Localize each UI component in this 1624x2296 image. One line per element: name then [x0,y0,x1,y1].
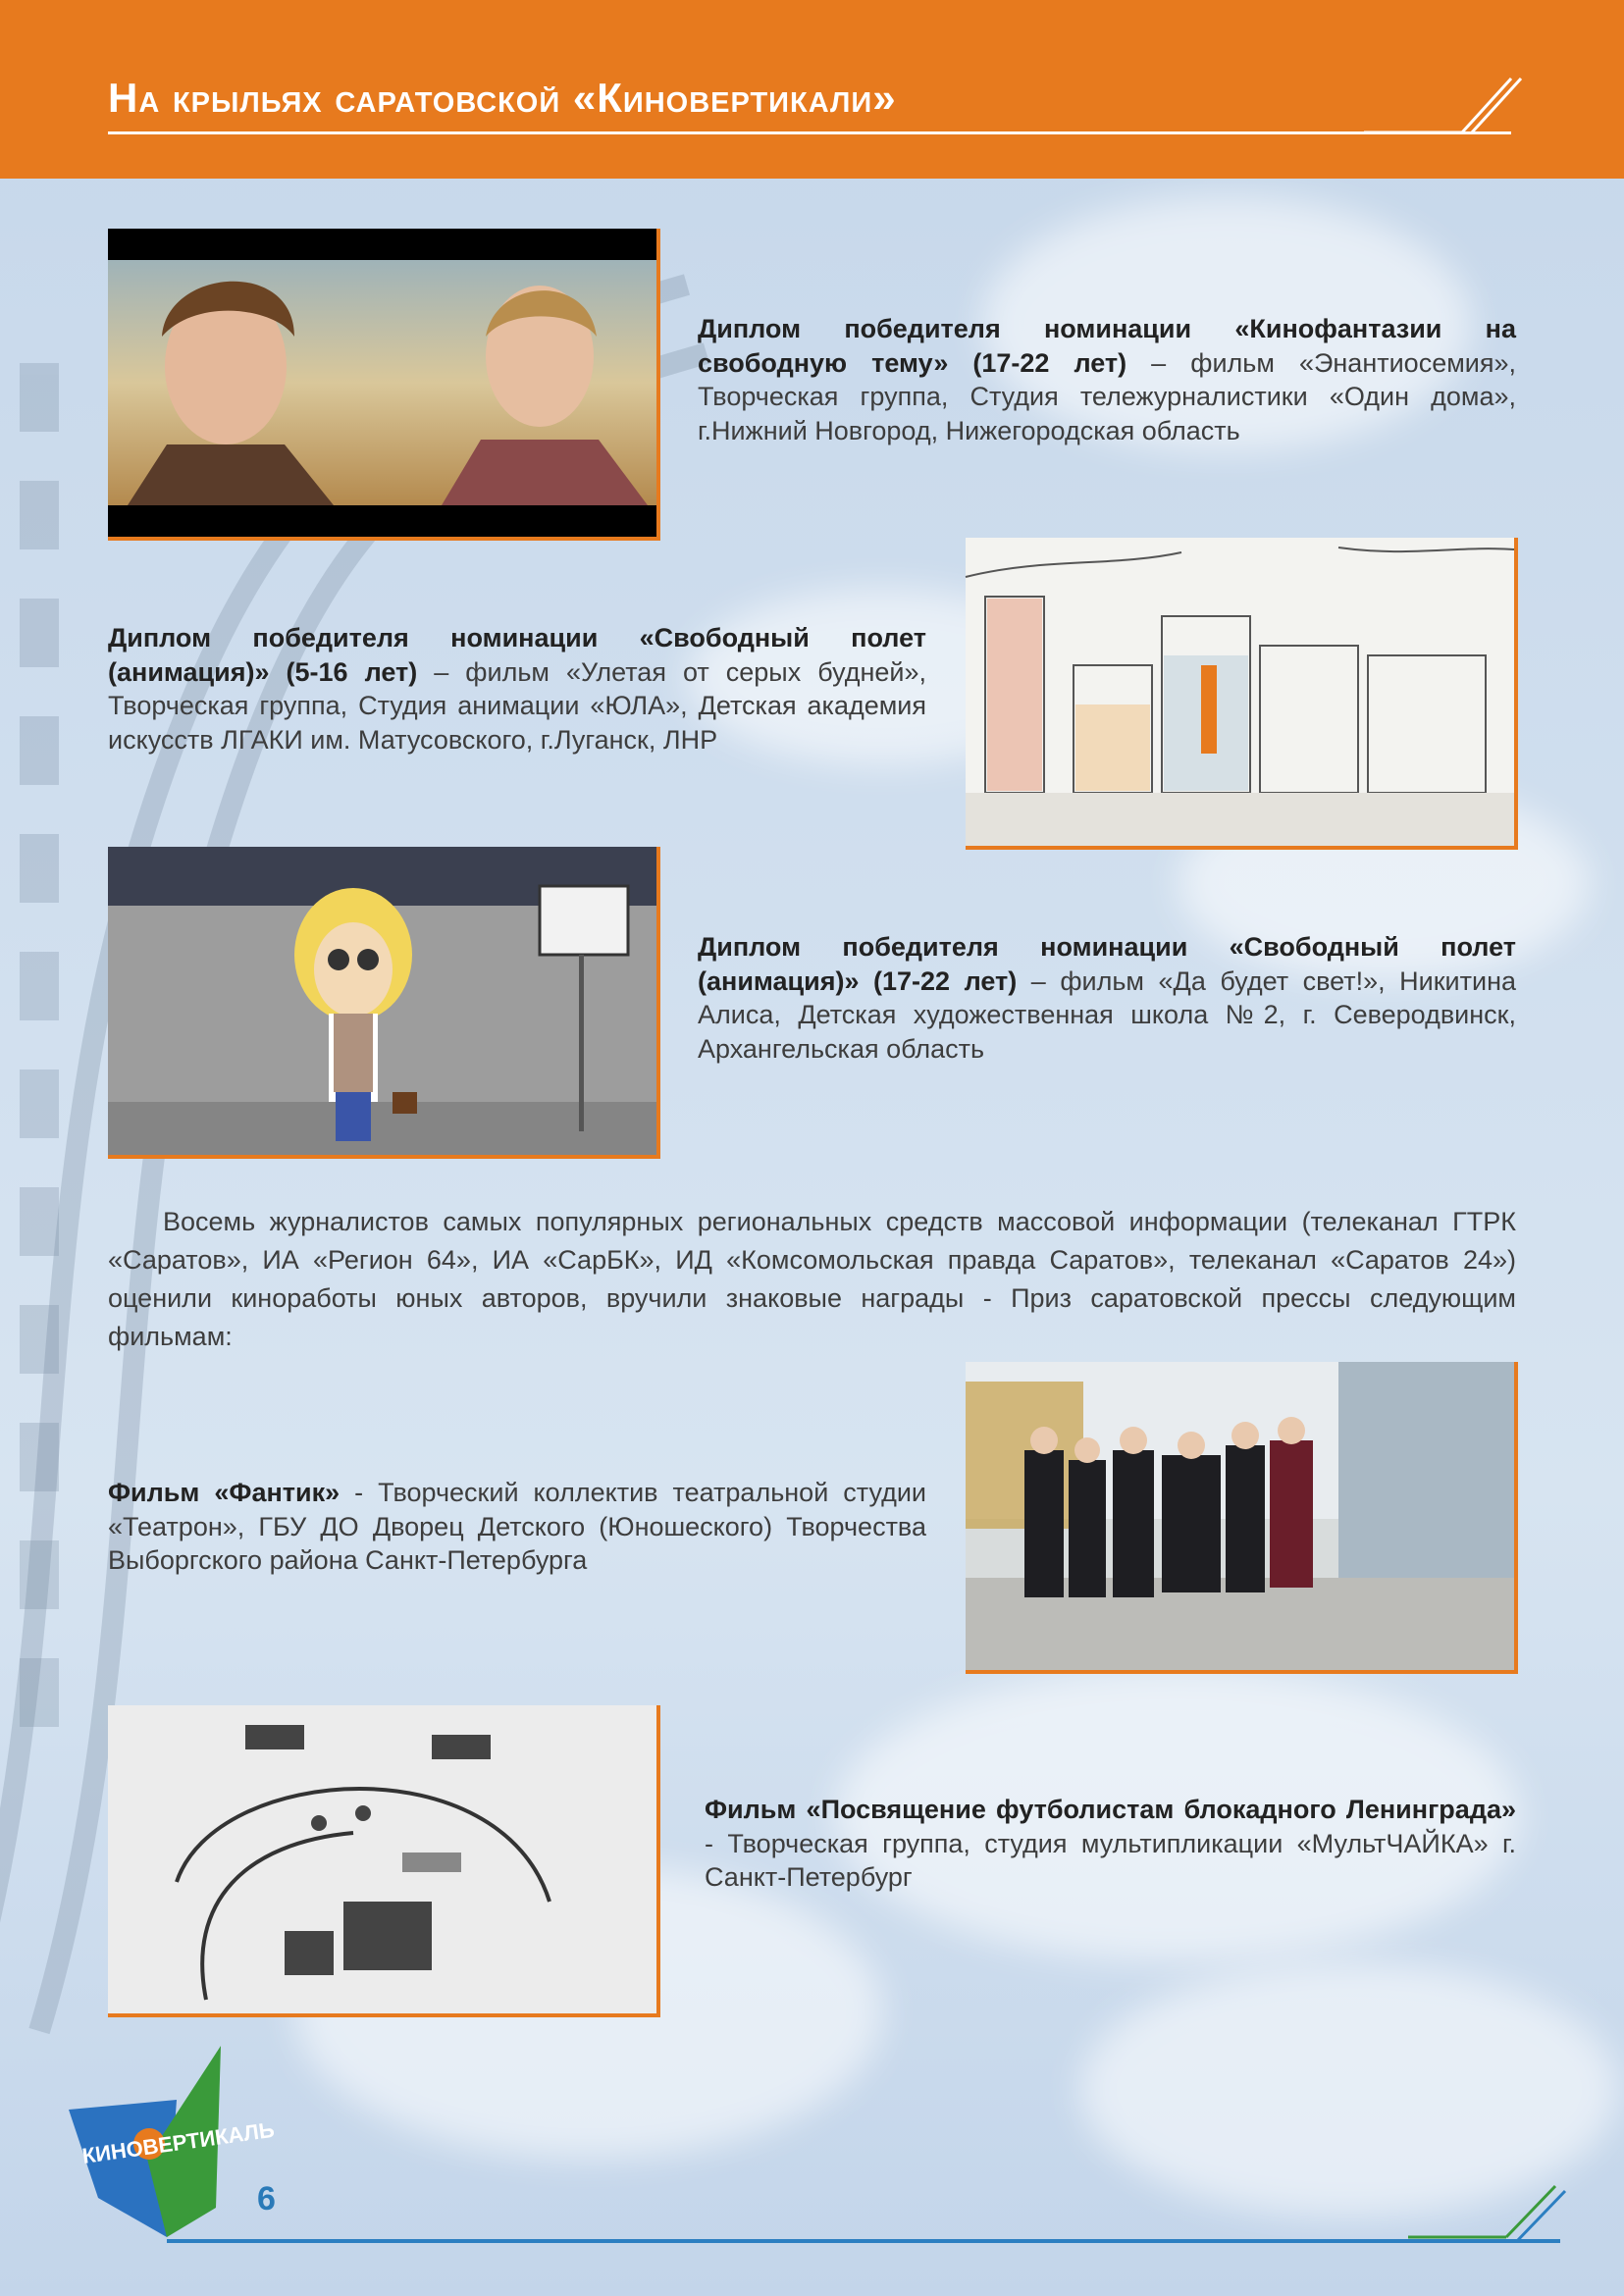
caption-entry-4 [108,1476,926,1578]
page-header [0,0,1624,179]
caption-entry-5 [705,1793,1516,1895]
caption-entry-2 [108,621,926,757]
photo-film-posvyashchenie [108,1705,660,2017]
page-number: 6 [257,2180,276,2218]
caption-entry-2-title: Диплом победителя номинации «Свободный полет (анимация)» (5-16 лет) [108,623,926,687]
caption-entry-2-text: – фильм «Улетая от серых будней», Творческая группа, Студия анимации «ЮЛА», Детская академия искусств ЛГАКИ им. Матусовского, г.Луганск, ЛНР [108,656,926,755]
caption-entry-5-text: - Творческая группа, студия мультипликации «МультЧАЙКА» г. Санкт-Петербург [705,1828,1516,1892]
header-slash-icon [1354,74,1521,142]
photo-students-group [966,1362,1514,1670]
photo-film-uletaya [966,538,1518,850]
press-prize-paragraph: Восемь журналистов самых популярных региональных средств массовой информации (телеканал ГТРК «Саратов», ИА «Регион 64», ИА «СарБК», ИД «Комсомольская правда Саратов», телеканал «Саратов 24») оценили киноработы юных авторов, вручили знаковые награды - Приз саратовской прессы следующим фильмам: [108,1207,1516,1351]
photo-film-fantik [966,1362,1518,1674]
caption-entry-4-title: Фильм «Фантик» [108,1478,341,1507]
caption-entry-3-text: – фильм «Да будет свет!», Никитина Алиса, Детская художественная школа №2, г. Северодвинск, Архангельская область [698,965,1516,1064]
footer-rule [167,2239,1560,2243]
caption-entry-3-title: Диплом победителя номинации «Свободный полет (анимация)» (17-22 лет) [698,932,1516,996]
caption-entry-4-text: - Творческий коллектив театральной студии «Театрон», ГБУ ДО Дворец Детского (Юношеского) Творчества Выборгского района Санкт-Петербурга [108,1478,926,1575]
caption-entry-3 [698,930,1516,1066]
photo-sketched-city [966,538,1514,846]
caption-entry-1 [698,312,1516,447]
header-rule [108,131,1511,134]
kinovertikal-logo [59,2041,277,2237]
photo-film-da-budet-svet [108,847,660,1159]
caption-entry-5-title: Фильм «Посвящение футболистам блокадного Ленинграда» [705,1795,1516,1824]
photo-two-actors [108,229,656,537]
photo-film-enantiosemiya [108,229,660,541]
logo-lettering: КИНОВЕРТИКАЛЬ [80,2116,277,2168]
page-title: На крыльях саратовской «Киновертикали» [108,75,897,121]
caption-entry-1-text: – фильм «Энантиосемия», Творческая группа, Студия тележурналистики «Один дома», г.Нижний Новгород, Нижегородская область [698,347,1516,445]
caption-entry-1-title: Диплом победителя номинации «Кинофантазии на свободную тему» (17-22 лет) [698,314,1516,378]
photo-cartoon-character [108,847,656,1155]
photo-pencil-drawing [108,1705,656,2013]
